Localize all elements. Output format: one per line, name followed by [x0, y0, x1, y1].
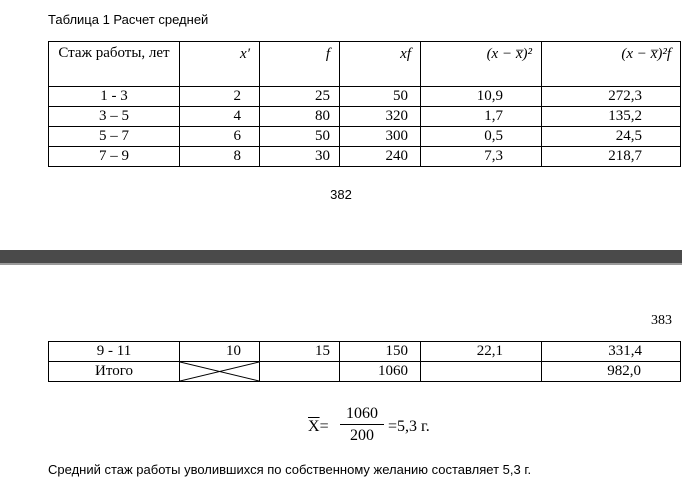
- page-number: 382: [330, 187, 352, 202]
- cell-total-label: Итого: [49, 362, 180, 382]
- cell-x: 10: [180, 342, 260, 362]
- cell-deviation: 0,5: [421, 127, 542, 147]
- table-caption: Таблица 1 Расчет средней: [48, 12, 209, 27]
- table-row: [49, 87, 681, 107]
- calculation-table: [48, 41, 681, 167]
- conclusion-text: Средний стаж работы уволившихся по собственному желанию составляет 5,3 г.: [48, 462, 532, 477]
- page-number: 383: [651, 313, 672, 328]
- page-separator-shadow: [0, 263, 682, 265]
- header-xf: xf: [340, 42, 421, 87]
- cell-x: 2: [180, 87, 260, 107]
- header-deviation-squared-f: (x − x̅)²f: [542, 42, 681, 87]
- cell-xf: 300: [340, 127, 421, 147]
- cell-deviation-f: 272,3: [542, 87, 681, 107]
- cell-deviation: 10,9: [421, 87, 542, 107]
- page-separator: [0, 250, 682, 263]
- table-row: [49, 147, 681, 167]
- formula-result: =5,3 г.: [388, 418, 430, 435]
- cross-mark-icon: [180, 362, 259, 381]
- cell-x: 6: [180, 127, 260, 147]
- cell-deviation: 22,1: [421, 342, 542, 362]
- cell-x: 4: [180, 107, 260, 127]
- cell-deviation-f: 24,5: [542, 127, 681, 147]
- total-row: [49, 362, 681, 382]
- cell-deviation: [421, 362, 542, 382]
- cell-x: 8: [180, 147, 260, 167]
- cell-f: [260, 362, 340, 382]
- cell-xf: 1060: [340, 362, 421, 382]
- cell-f: 15: [260, 342, 340, 362]
- cell-f: 30: [260, 147, 340, 167]
- cell-f: 50: [260, 127, 340, 147]
- cell-xf: 320: [340, 107, 421, 127]
- cell-xf: 240: [340, 147, 421, 167]
- formula-fraction: [340, 404, 384, 447]
- table-header-row: [49, 42, 681, 87]
- formula-mean-symbol: $\overline{X}$: [308, 418, 320, 435]
- cell-deviation-f: 982,0: [542, 362, 681, 382]
- cell-f: 25: [260, 87, 340, 107]
- cell-deviation-f: 218,7: [542, 147, 681, 167]
- cell-interval: 5 – 7: [49, 127, 180, 147]
- header-deviation-squared: (x − x̅)²: [421, 42, 542, 87]
- cell-interval: 3 – 5: [49, 107, 180, 127]
- formula-denominator: 200: [350, 427, 374, 444]
- cell-f: 80: [260, 107, 340, 127]
- cell-xf: 150: [340, 342, 421, 362]
- cell-deviation-f: 331,4: [542, 342, 681, 362]
- cell-interval: 1 - 3: [49, 87, 180, 107]
- formula-numerator: 1060: [340, 404, 384, 425]
- cell-deviation: 1,7: [421, 107, 542, 127]
- cell-deviation-f: 135,2: [542, 107, 681, 127]
- table-row: [49, 107, 681, 127]
- cell-interval: 9 - 11: [49, 342, 180, 362]
- header-x: x′: [180, 42, 260, 87]
- header-f: f: [260, 42, 340, 87]
- cell-xf: 50: [340, 87, 421, 107]
- formula-lhs: $\overline{X}=$: [308, 418, 329, 435]
- table-row: [49, 127, 681, 147]
- cell-interval: 7 – 9: [49, 147, 180, 167]
- header-experience: Стаж работы, лет: [49, 42, 180, 87]
- table-row: [49, 342, 681, 362]
- calculation-table-continued: [48, 341, 681, 382]
- cell-crossed-out: [180, 362, 260, 382]
- cell-deviation: 7,3: [421, 147, 542, 167]
